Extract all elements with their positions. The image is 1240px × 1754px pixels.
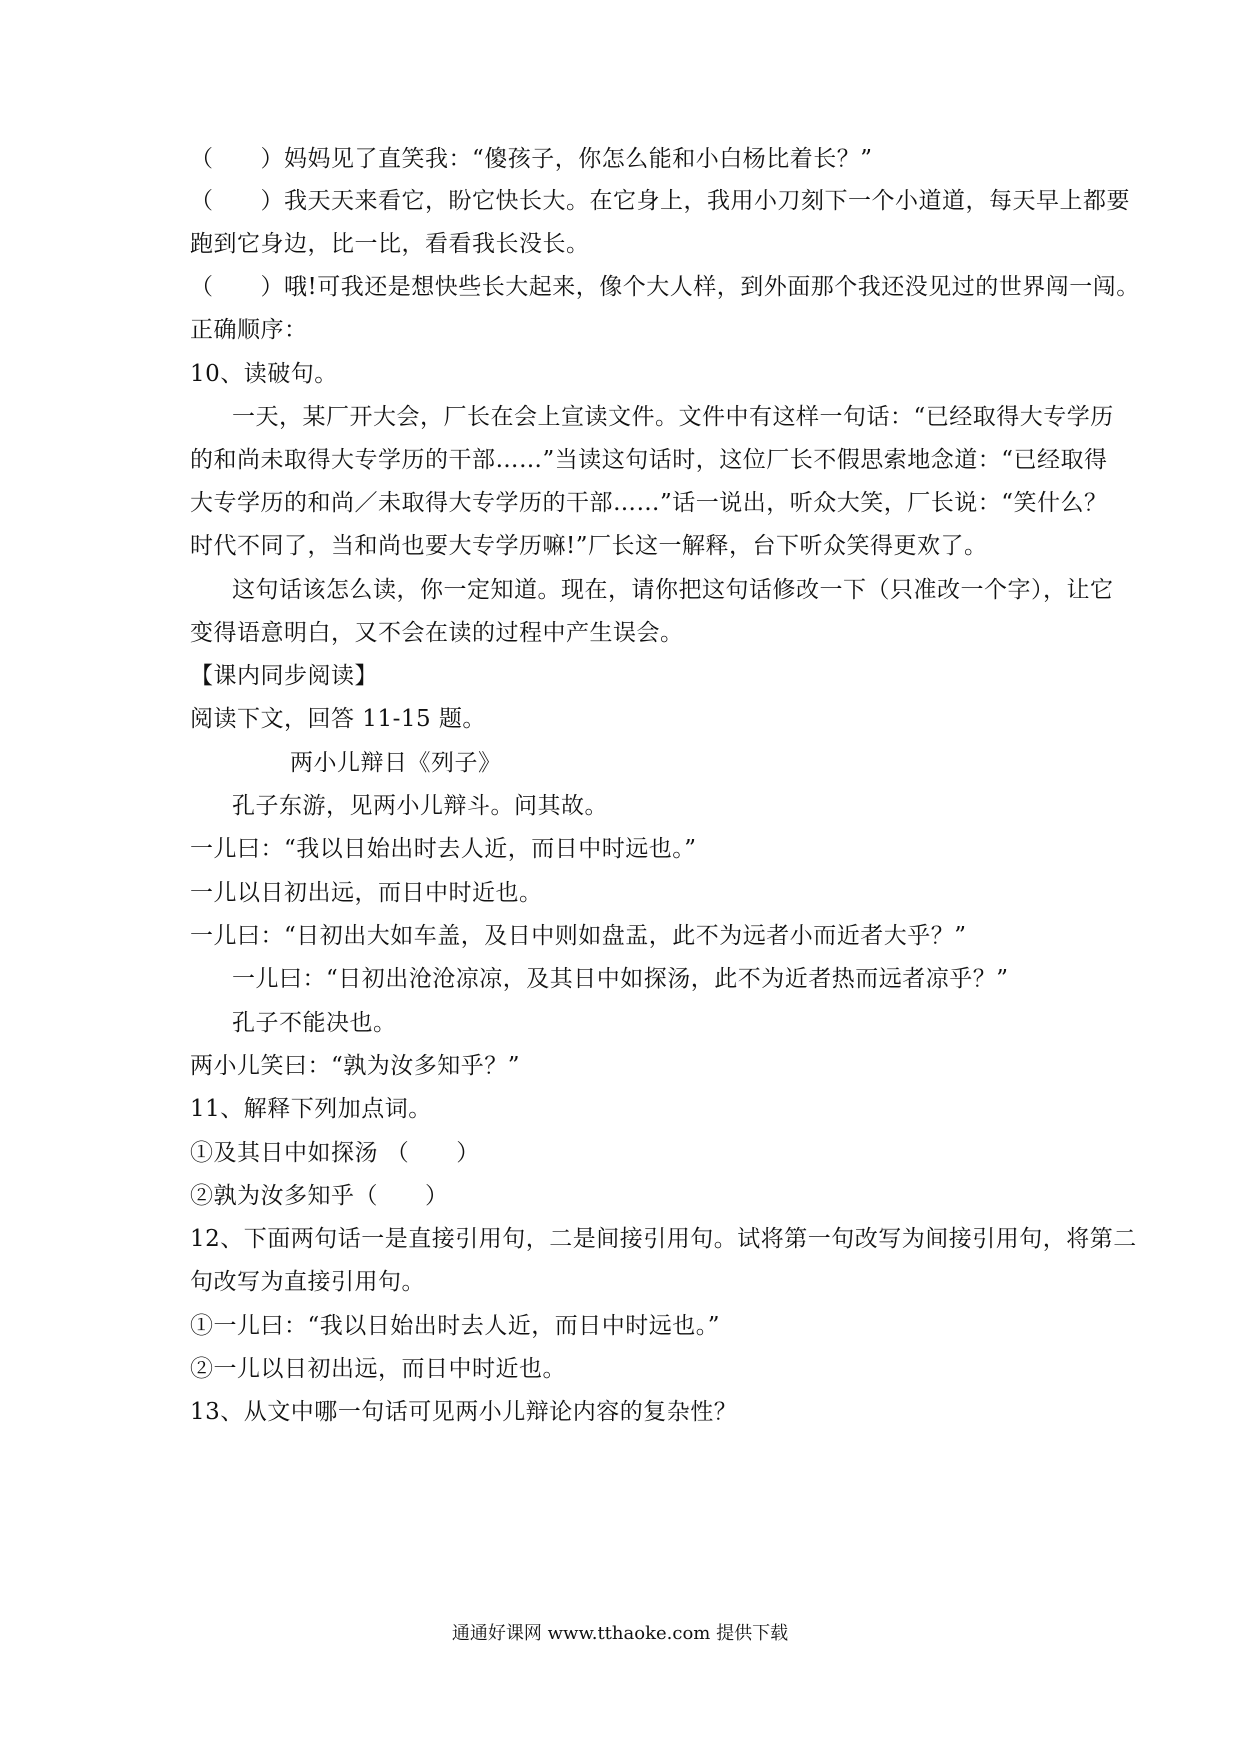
text-line: ①及其日中如探汤 （ ） [190,1140,480,1166]
text-line: 变得语意明白，又不会在读的过程中产生误会。 [190,620,684,646]
page-footer: 通通好课网 www.tthaoke.com 提供下载 [451,1623,789,1644]
text-line: 时代不同了，当和尚也要大专学历嘛!”厂长这一解释，台下听众笑得更欢了。 [190,533,988,559]
text-line: 一儿曰：“日初出沧沧凉凉，及其日中如探汤，此不为近者热而远者凉乎？” [232,966,1009,992]
text-line: ①一儿曰：“我以日始出时去人近，而日中时远也。” [190,1313,721,1339]
passage-title: 两小儿辩日《列子》 [290,750,502,776]
text-line: （ ）我天天来看它，盼它快长大。在它身上，我用小刀刻下一个小道道，每天早上都要 [190,188,1130,214]
question-heading: 13、从文中哪一句话可见两小儿辩论内容的复杂性？ [190,1399,738,1425]
text-line: 大专学历的和尚／未取得大专学历的干部……”话一说出，听众大笑，厂长说：“笑什么？ [190,490,1108,516]
text-line: 两小儿笑曰：“孰为汝多知乎？” [190,1053,521,1079]
text-line: 正确顺序： [190,317,308,343]
text-line: 跑到它身边，比一比，看看我长没长。 [190,231,590,257]
text-line: 阅读下文，回答 11-15 题。 [190,706,486,732]
text-line: （ ）妈妈见了直笑我：“傻孩子，你怎么能和小白杨比着长？” [190,146,873,172]
text-line: 一儿以日初出远，而日中时近也。 [190,880,543,906]
text-line: 一天，某厂开大会，厂长在会上宣读文件。文件中有这样一句话：“已经取得大专学历 [232,404,1114,430]
text-line: ②孰为汝多知乎（ ） [190,1183,449,1209]
text-line: 一儿曰：“日初出大如车盖，及日中则如盘盂，此不为远者小而近者大乎？” [190,923,967,949]
text-line: 孔子东游，见两小儿辩斗。问其故。 [232,793,608,819]
text-line: ②一儿以日初出远，而日中时近也。 [190,1356,566,1382]
text-line: 孔子不能决也。 [232,1010,397,1036]
question-heading: 10、读破句。 [190,361,338,387]
question-heading: 12、下面两句话一是直接引用句，二是间接引用句。试将第一句改写为间接引用句，将第二 [190,1226,1137,1252]
text-line: 句改写为直接引用句。 [190,1269,425,1295]
question-heading: 11、解释下列加点词。 [190,1096,432,1122]
text-line: 一儿曰：“我以日始出时去人近，而日中时远也。” [190,836,697,862]
text-line: 的和尚未取得大专学历的干部……”当读这句话时，这位厂长不假思索地念道：“已经取得 [190,447,1108,473]
section-heading: 【课内同步阅读】 [190,663,378,689]
text-line: 这句话该怎么读，你一定知道。现在，请你把这句话修改一下（只准改一个字），让它 [232,577,1114,603]
text-line: （ ）哦!可我还是想快些长大起来，像个大人样，到外面那个我还没见过的世界闯一闯。 [190,274,1140,300]
